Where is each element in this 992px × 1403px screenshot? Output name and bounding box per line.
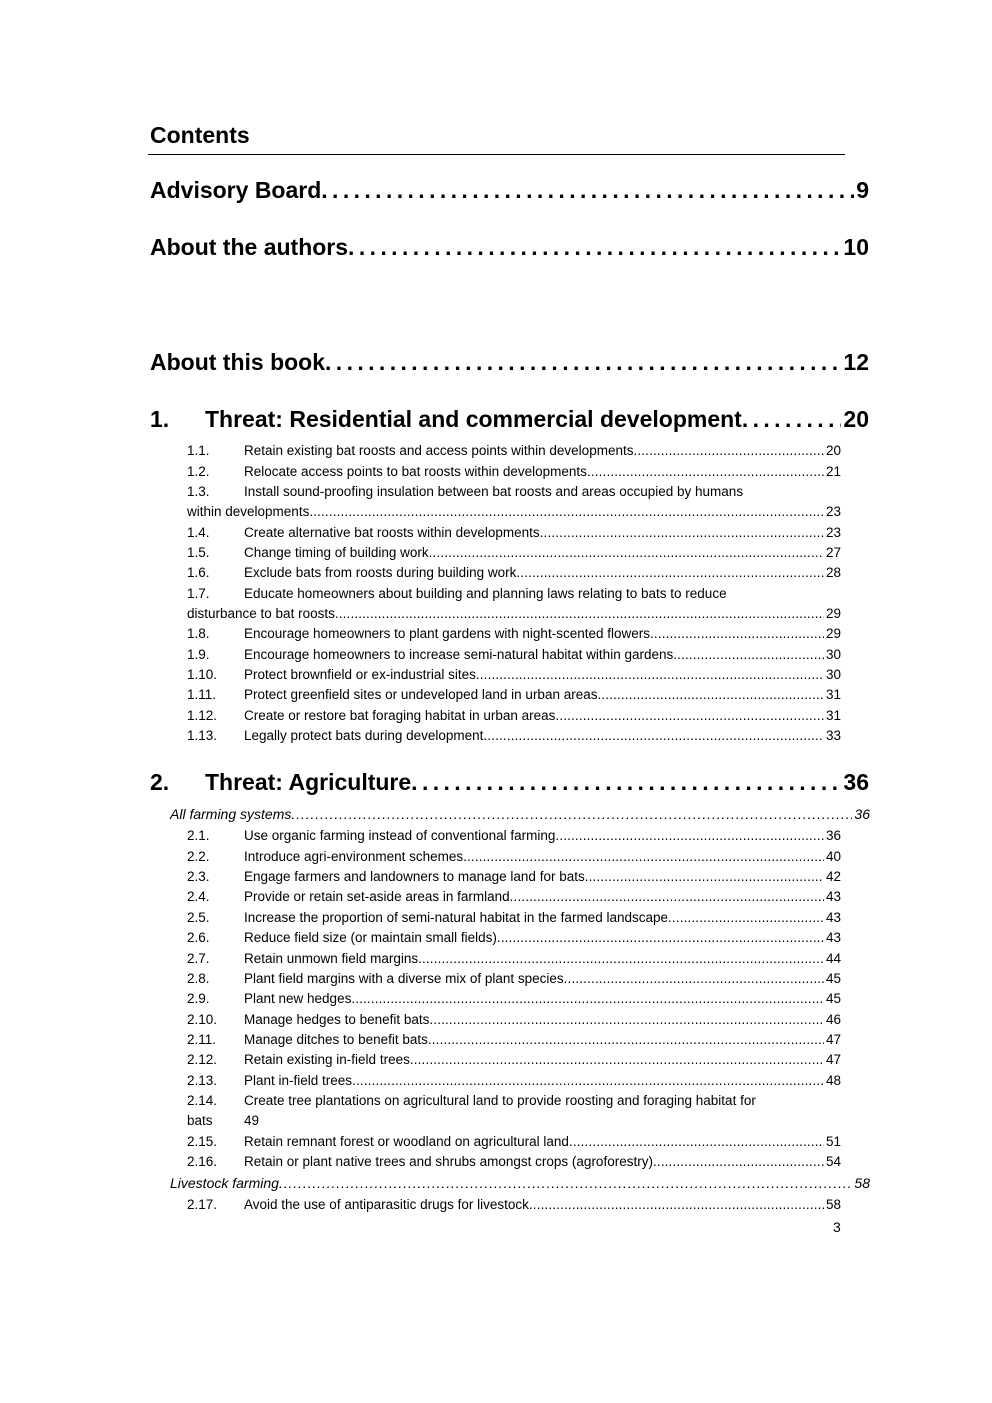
toc-item[interactable] — [187, 971, 841, 991]
dot-leader — [653, 1154, 824, 1169]
item-page: 42 — [825, 869, 841, 884]
item-page: 43 — [825, 930, 841, 945]
item-number: 1.11. — [187, 687, 217, 702]
item-page: 20 — [825, 443, 841, 458]
item-title-line2: bats — [187, 1113, 213, 1128]
item-page: 33 — [825, 728, 841, 743]
item-number: 2.7. — [187, 951, 210, 966]
item-title: Relocate access points to bat roosts within developments — [244, 464, 587, 479]
dot-leader — [668, 910, 824, 925]
toc-item-wrapped-line2[interactable] — [187, 606, 841, 626]
dot-leader — [335, 606, 824, 621]
dot-leader — [352, 1073, 824, 1088]
item-number: 2.10. — [187, 1012, 218, 1027]
dot-leader — [597, 687, 823, 702]
item-number: 2.12. — [187, 1052, 218, 1067]
dot-leader — [516, 565, 824, 580]
item-title: Protect greenfield sites or undeveloped land in urban areas — [244, 687, 598, 702]
page-number: 3 — [833, 1219, 841, 1235]
toc-item[interactable] — [187, 1012, 841, 1032]
dot-leader — [585, 869, 824, 884]
item-page: 21 — [825, 464, 841, 479]
toc-entry-about-authors[interactable] — [150, 234, 869, 264]
item-number: 1.8. — [187, 626, 210, 641]
toc-item[interactable] — [187, 525, 841, 545]
toc-item[interactable] — [187, 626, 841, 646]
item-title: Retain unmown field margins — [244, 951, 419, 966]
item-page: 43 — [825, 910, 841, 925]
group-page: 58 — [854, 1175, 870, 1191]
item-number: 2.9. — [187, 991, 210, 1006]
item-title: Encourage homeowners to plant gardens with night-scented flowers — [244, 626, 650, 641]
toc-item-wrapped-line1[interactable] — [187, 484, 841, 499]
item-title: Retain existing bat roosts and access points within developments — [244, 443, 634, 458]
item-title: Legally protect bats during development — [244, 728, 484, 743]
item-page: 28 — [825, 565, 841, 580]
item-title: Plant in-field trees — [244, 1073, 353, 1088]
item-title: Retain remnant forest or woodland on agricultural land — [244, 1134, 569, 1149]
dot-leader — [510, 889, 824, 904]
dot-leader — [587, 464, 824, 479]
toc-item[interactable] — [187, 1052, 841, 1072]
item-title: Change timing of building work — [244, 545, 429, 560]
dot-leader — [411, 769, 841, 796]
item-title: Use organic farming instead of conventional farming — [244, 828, 556, 843]
dot-leader — [428, 1032, 824, 1047]
item-title: Encourage homeowners to increase semi-natural habitat within gardens — [244, 647, 674, 662]
item-title: Introduce agri-environment schemes — [244, 849, 464, 864]
item-page: 40 — [825, 849, 841, 864]
section-title: Threat: Agriculture — [205, 769, 412, 795]
toc-section-1[interactable] — [150, 406, 869, 436]
toc-item[interactable] — [187, 910, 841, 930]
item-page: 47 — [825, 1052, 841, 1067]
toc-item[interactable] — [187, 951, 841, 971]
toc-entry-title: About this book — [150, 349, 326, 375]
item-page: 23 — [825, 504, 841, 519]
toc-item[interactable] — [187, 889, 841, 909]
item-page: 36 — [825, 828, 841, 843]
toc-item[interactable] — [187, 1154, 841, 1174]
item-page: 30 — [825, 667, 841, 682]
item-number: 1.13. — [187, 728, 218, 743]
item-number: 1.5. — [187, 545, 210, 560]
toc-entry-advisory-board[interactable] — [150, 177, 869, 207]
item-page: 46 — [825, 1012, 841, 1027]
item-title: Plant field margins with a diverse mix of plant species — [244, 971, 564, 986]
toc-item[interactable] — [187, 545, 841, 565]
item-page: 31 — [825, 687, 841, 702]
item-title: Retain existing in-field trees — [244, 1052, 410, 1067]
dot-leader — [351, 991, 824, 1006]
toc-item-wrapped-line1[interactable] — [187, 1093, 841, 1108]
item-title: Avoid the use of antiparasitic drugs for livestock — [244, 1197, 529, 1212]
toc-item-wrapped-line1[interactable] — [187, 586, 841, 601]
toc-item[interactable] — [187, 687, 841, 707]
section-number: 2. — [150, 769, 170, 795]
toc-entry-page: 9 — [856, 177, 869, 203]
dot-leader — [633, 443, 824, 458]
toc-section-2[interactable] — [150, 769, 869, 799]
dot-leader — [309, 504, 824, 519]
item-title: Retain or plant native trees and shrubs amongst crops (agroforestry) — [244, 1154, 653, 1169]
item-title-line2: disturbance to bat roosts — [187, 606, 335, 621]
section-page: 20 — [843, 406, 869, 432]
item-title: Plant new hedges — [244, 991, 352, 1006]
dot-leader — [321, 177, 854, 204]
item-title: Create or restore bat foraging habitat in urban areas — [244, 708, 556, 723]
toc-item[interactable] — [187, 443, 841, 463]
item-page: 23 — [825, 525, 841, 540]
dot-leader — [291, 806, 852, 822]
item-title: Provide or retain set-aside areas in farmland — [244, 889, 510, 904]
item-page: 49 — [244, 1113, 260, 1128]
toc-item[interactable] — [187, 991, 841, 1011]
dot-leader — [555, 828, 824, 843]
toc-item[interactable] — [187, 1134, 841, 1154]
item-page: 30 — [825, 647, 841, 662]
toc-item[interactable] — [187, 565, 841, 585]
toc-entry-page: 12 — [843, 349, 869, 375]
toc-item-wrapped-line2[interactable] — [187, 504, 841, 524]
dot-leader — [497, 930, 824, 945]
item-title: Increase the proportion of semi-natural habitat in the farmed landscape — [244, 910, 668, 925]
page-title: Contents — [150, 122, 250, 148]
toc-item[interactable] — [187, 464, 841, 484]
toc-group-all-farming[interactable] — [170, 806, 870, 826]
toc-item[interactable] — [187, 828, 841, 848]
item-title-line2: within developments — [187, 504, 310, 519]
item-number: 1.10. — [187, 667, 218, 682]
toc-entry-title: About the authors — [150, 234, 349, 260]
toc-item[interactable] — [187, 1073, 841, 1093]
dot-leader — [483, 728, 824, 743]
toc-entry-page: 10 — [843, 234, 869, 260]
toc-item[interactable] — [187, 708, 841, 728]
item-number: 2.2. — [187, 849, 210, 864]
item-page: 45 — [825, 971, 841, 986]
item-number: 1.1. — [187, 443, 210, 458]
dot-leader — [429, 1012, 824, 1027]
toc-item-wrapped-line2[interactable] — [187, 1113, 841, 1128]
dot-leader — [673, 647, 824, 662]
item-page: 45 — [825, 991, 841, 1006]
toc-item[interactable] — [187, 869, 841, 889]
section-title: Threat: Residential and commercial development — [205, 406, 742, 432]
dot-leader — [650, 626, 824, 641]
dot-leader — [564, 971, 824, 986]
item-page: 44 — [825, 951, 841, 966]
item-number: 2.8. — [187, 971, 210, 986]
item-number: 2.1. — [187, 828, 210, 843]
item-page: 58 — [825, 1197, 841, 1212]
toc-group-livestock-farming[interactable] — [170, 1175, 870, 1195]
item-number: 1.9. — [187, 647, 210, 662]
item-number: 2.17. — [187, 1197, 218, 1212]
item-title: Manage hedges to benefit bats — [244, 1012, 430, 1027]
item-page: 31 — [825, 708, 841, 723]
item-number: 2.16. — [187, 1154, 218, 1169]
item-number: 1.7. — [187, 586, 210, 601]
toc-item[interactable] — [187, 1197, 841, 1217]
item-title-line1: Create tree plantations on agricultural land to provide roosting and foraging habitat for — [244, 1093, 756, 1108]
item-title: Reduce field size (or maintain small fields) — [244, 930, 497, 945]
toc-item[interactable] — [187, 728, 841, 748]
item-title: Manage ditches to benefit bats — [244, 1032, 428, 1047]
item-page: 27 — [825, 545, 841, 560]
dot-leader — [348, 234, 841, 261]
item-number: 2.3. — [187, 869, 210, 884]
item-page: 54 — [825, 1154, 841, 1169]
dot-leader — [742, 406, 842, 433]
item-page: 29 — [825, 626, 841, 641]
dot-leader — [410, 1052, 824, 1067]
dot-leader — [529, 1197, 824, 1212]
item-number: 1.2. — [187, 464, 210, 479]
item-number: 2.13. — [187, 1073, 218, 1088]
title-divider — [148, 154, 845, 155]
dot-leader — [555, 708, 824, 723]
item-page: 51 — [825, 1134, 841, 1149]
item-number: 1.4. — [187, 525, 210, 540]
toc-entry-about-book[interactable] — [150, 349, 869, 379]
group-page: 36 — [854, 806, 870, 822]
dot-leader — [429, 545, 824, 560]
dot-leader — [279, 1175, 852, 1191]
dot-leader — [463, 849, 824, 864]
item-number: 1.6. — [187, 565, 210, 580]
section-number: 1. — [150, 406, 170, 432]
dot-leader — [418, 951, 824, 966]
toc-item[interactable] — [187, 647, 841, 667]
item-title: Protect brownfield or ex-industrial sites — [244, 667, 476, 682]
dot-leader — [476, 667, 824, 682]
toc-item[interactable] — [187, 930, 841, 950]
dot-leader — [325, 349, 841, 376]
item-title: Engage farmers and landowners to manage land for bats — [244, 869, 585, 884]
item-number: 2.4. — [187, 889, 210, 904]
dot-leader — [569, 1134, 824, 1149]
item-page: 48 — [825, 1073, 841, 1088]
item-number: 1.12. — [187, 708, 218, 723]
item-page: 43 — [825, 889, 841, 904]
section-page: 36 — [843, 769, 869, 795]
dot-leader — [540, 525, 824, 540]
toc-entry-title: Advisory Board — [150, 177, 322, 203]
item-page: 47 — [825, 1032, 841, 1047]
toc-item[interactable] — [187, 1032, 841, 1052]
group-title: Livestock farming — [170, 1175, 279, 1191]
item-title-line1: Educate homeowners about building and planning laws relating to bats to reduce — [244, 586, 727, 601]
item-number: 2.14. — [187, 1093, 218, 1108]
group-title: All farming systems — [170, 806, 292, 822]
item-title: Exclude bats from roosts during building work — [244, 565, 517, 580]
item-page: 29 — [825, 606, 841, 621]
toc-item[interactable] — [187, 667, 841, 687]
item-title: Create alternative bat roosts within developments — [244, 525, 540, 540]
item-number: 2.11. — [187, 1032, 217, 1047]
item-number: 1.3. — [187, 484, 210, 499]
toc-item[interactable] — [187, 849, 841, 869]
item-number: 2.5. — [187, 910, 210, 925]
item-number: 2.15. — [187, 1134, 218, 1149]
item-number: 2.6. — [187, 930, 210, 945]
item-title-line1: Install sound-proofing insulation between bat roosts and areas occupied by humans — [244, 484, 744, 499]
